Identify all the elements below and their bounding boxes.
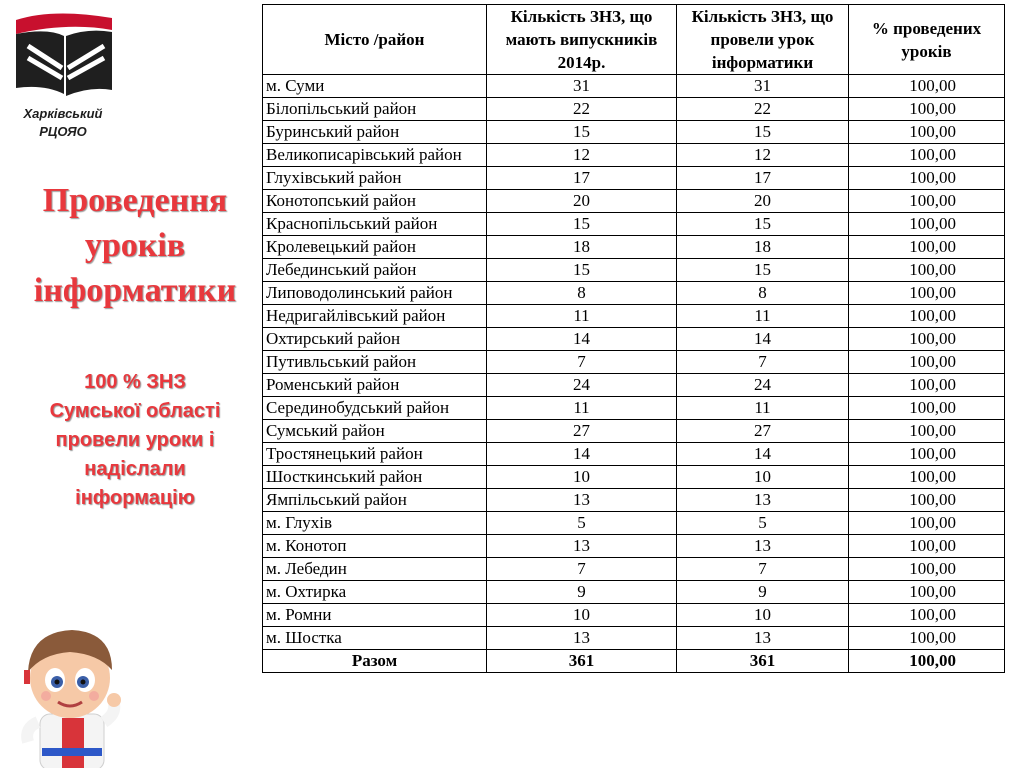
cell-schools-held-lesson: 17 bbox=[677, 167, 849, 190]
table-row bbox=[263, 466, 1005, 489]
cell-schools-with-graduates: 31 bbox=[487, 75, 677, 98]
cell-schools-with-graduates: 22 bbox=[487, 98, 677, 121]
cell-schools-with-graduates: 15 bbox=[487, 121, 677, 144]
table-row bbox=[263, 259, 1005, 282]
cell-schools-held-lesson: 20 bbox=[677, 190, 849, 213]
cell-percent: 100,00 bbox=[849, 236, 1005, 259]
cell-district: Шосткинський район bbox=[263, 466, 487, 489]
logo-text-org: РЦОЯО bbox=[39, 124, 87, 139]
cell-percent: 100,00 bbox=[849, 167, 1005, 190]
table-row bbox=[263, 351, 1005, 374]
cell-schools-held-lesson: 31 bbox=[677, 75, 849, 98]
cell-schools-with-graduates: 15 bbox=[487, 259, 677, 282]
cell-schools-held-lesson: 27 bbox=[677, 420, 849, 443]
cell-schools-held-lesson: 7 bbox=[677, 351, 849, 374]
table-row bbox=[263, 535, 1005, 558]
cell-percent: 100,00 bbox=[849, 443, 1005, 466]
cell-schools-held-lesson: 9 bbox=[677, 581, 849, 604]
cell-schools-held-lesson: 18 bbox=[677, 236, 849, 259]
cell-percent: 100,00 bbox=[849, 581, 1005, 604]
cell-schools-with-graduates: 7 bbox=[487, 558, 677, 581]
cell-district: Буринський район bbox=[263, 121, 487, 144]
table-row bbox=[263, 121, 1005, 144]
table-row bbox=[263, 443, 1005, 466]
cell-schools-with-graduates: 27 bbox=[487, 420, 677, 443]
table-row bbox=[263, 144, 1005, 167]
title-line: уроків bbox=[84, 227, 186, 264]
cell-schools-with-graduates: 24 bbox=[487, 374, 677, 397]
table-row bbox=[263, 190, 1005, 213]
cell-schools-held-lesson: 7 bbox=[677, 558, 849, 581]
cell-schools-with-graduates: 8 bbox=[487, 282, 677, 305]
cell-percent: 100,00 bbox=[849, 98, 1005, 121]
table-total-row bbox=[263, 650, 1005, 673]
cell-schools-with-graduates: 14 bbox=[487, 443, 677, 466]
cell-schools-with-graduates: 10 bbox=[487, 604, 677, 627]
cell-schools-with-graduates: 13 bbox=[487, 535, 677, 558]
cell-percent: 100,00 bbox=[849, 121, 1005, 144]
table-row bbox=[263, 282, 1005, 305]
note-line: Сумської області bbox=[49, 400, 221, 422]
total-percent: 100,00 bbox=[849, 650, 1005, 673]
cell-percent: 100,00 bbox=[849, 282, 1005, 305]
cell-percent: 100,00 bbox=[849, 558, 1005, 581]
table-row bbox=[263, 374, 1005, 397]
cell-schools-held-lesson: 14 bbox=[677, 443, 849, 466]
cell-schools-with-graduates: 14 bbox=[487, 328, 677, 351]
cell-district: Охтирський район bbox=[263, 328, 487, 351]
title-line: інформатики bbox=[33, 272, 237, 309]
cell-schools-held-lesson: 15 bbox=[677, 259, 849, 282]
cell-schools-held-lesson: 22 bbox=[677, 98, 849, 121]
cell-schools-held-lesson: 13 bbox=[677, 627, 849, 650]
cell-district: м. Ромни bbox=[263, 604, 487, 627]
cell-schools-with-graduates: 9 bbox=[487, 581, 677, 604]
cell-district: Сумський район bbox=[263, 420, 487, 443]
cell-percent: 100,00 bbox=[849, 374, 1005, 397]
cell-schools-with-graduates: 5 bbox=[487, 512, 677, 535]
cell-schools-with-graduates: 20 bbox=[487, 190, 677, 213]
cell-percent: 100,00 bbox=[849, 627, 1005, 650]
cell-schools-held-lesson: 15 bbox=[677, 121, 849, 144]
cell-district: Білопільський район bbox=[263, 98, 487, 121]
cell-percent: 100,00 bbox=[849, 512, 1005, 535]
cell-schools-held-lesson: 15 bbox=[677, 213, 849, 236]
cell-schools-with-graduates: 11 bbox=[487, 397, 677, 420]
cell-percent: 100,00 bbox=[849, 397, 1005, 420]
table-row bbox=[263, 213, 1005, 236]
cell-percent: 100,00 bbox=[849, 489, 1005, 512]
table-row bbox=[263, 98, 1005, 121]
cell-district: м. Охтирка bbox=[263, 581, 487, 604]
total-label: Разом bbox=[263, 650, 487, 673]
cell-percent: 100,00 bbox=[849, 259, 1005, 282]
cell-schools-with-graduates: 15 bbox=[487, 213, 677, 236]
table-row bbox=[263, 420, 1005, 443]
cell-schools-held-lesson: 5 bbox=[677, 512, 849, 535]
table-row bbox=[263, 167, 1005, 190]
cell-percent: 100,00 bbox=[849, 466, 1005, 489]
cell-schools-with-graduates: 11 bbox=[487, 305, 677, 328]
cell-percent: 100,00 bbox=[849, 190, 1005, 213]
cell-percent: 100,00 bbox=[849, 305, 1005, 328]
cell-schools-with-graduates: 12 bbox=[487, 144, 677, 167]
table-body bbox=[263, 75, 1005, 650]
note-line: надіслали bbox=[84, 458, 186, 480]
cell-schools-with-graduates: 13 bbox=[487, 627, 677, 650]
total-schools-held-lesson: 361 bbox=[677, 650, 849, 673]
cell-schools-held-lesson: 10 bbox=[677, 466, 849, 489]
cell-district: Лебединський район bbox=[263, 259, 487, 282]
cell-district: Путивльський район bbox=[263, 351, 487, 374]
table-row bbox=[263, 558, 1005, 581]
cell-district: м. Шостка bbox=[263, 627, 487, 650]
total-schools-with-graduates: 361 bbox=[487, 650, 677, 673]
cell-schools-held-lesson: 24 bbox=[677, 374, 849, 397]
cell-district: Глухівський район bbox=[263, 167, 487, 190]
cell-schools-held-lesson: 12 bbox=[677, 144, 849, 167]
cell-district: Краснопільський район bbox=[263, 213, 487, 236]
summary-note bbox=[14, 368, 256, 513]
cell-district: Конотопський район bbox=[263, 190, 487, 213]
cell-district: Роменський район bbox=[263, 374, 487, 397]
cell-district: Тростянецький район bbox=[263, 443, 487, 466]
table-row bbox=[263, 512, 1005, 535]
cell-schools-held-lesson: 13 bbox=[677, 535, 849, 558]
table-row bbox=[263, 397, 1005, 420]
rcoyao-logo bbox=[8, 6, 118, 146]
cell-district: м. Суми bbox=[263, 75, 487, 98]
header-schools-held-lesson: Кількість ЗНЗ, що провели урок інформатики bbox=[677, 5, 849, 75]
cell-district: Ямпільський район bbox=[263, 489, 487, 512]
cell-percent: 100,00 bbox=[849, 420, 1005, 443]
cell-schools-held-lesson: 13 bbox=[677, 489, 849, 512]
table-row bbox=[263, 75, 1005, 98]
cell-district: Липоводолинський район bbox=[263, 282, 487, 305]
cell-schools-with-graduates: 7 bbox=[487, 351, 677, 374]
schools-table bbox=[262, 4, 1005, 673]
table-row bbox=[263, 604, 1005, 627]
table-row bbox=[263, 328, 1005, 351]
title-line: Проведення bbox=[42, 182, 228, 219]
table-row bbox=[263, 627, 1005, 650]
cell-district: Недригайлівський район bbox=[263, 305, 487, 328]
page-title bbox=[14, 178, 256, 313]
cell-schools-with-graduates: 18 bbox=[487, 236, 677, 259]
cell-district: Великописарівський район bbox=[263, 144, 487, 167]
mascot-image bbox=[10, 610, 132, 768]
cell-percent: 100,00 bbox=[849, 351, 1005, 374]
cell-schools-held-lesson: 10 bbox=[677, 604, 849, 627]
cell-district: м. Конотоп bbox=[263, 535, 487, 558]
cell-district: Кролевецький район bbox=[263, 236, 487, 259]
boy-mascot-icon bbox=[10, 610, 132, 768]
note-line: 100 % ЗНЗ bbox=[84, 371, 186, 393]
table-header-row bbox=[263, 5, 1005, 75]
book-logo-icon bbox=[8, 6, 118, 106]
cell-schools-with-graduates: 17 bbox=[487, 167, 677, 190]
table-row bbox=[263, 236, 1005, 259]
cell-schools-with-graduates: 13 bbox=[487, 489, 677, 512]
cell-schools-held-lesson: 14 bbox=[677, 328, 849, 351]
table-row bbox=[263, 581, 1005, 604]
cell-percent: 100,00 bbox=[849, 535, 1005, 558]
note-line: інформацію bbox=[75, 487, 195, 509]
cell-percent: 100,00 bbox=[849, 328, 1005, 351]
note-line: провели уроки і bbox=[55, 429, 215, 451]
header-district: Місто /район bbox=[263, 5, 487, 75]
cell-percent: 100,00 bbox=[849, 75, 1005, 98]
cell-schools-held-lesson: 11 bbox=[677, 397, 849, 420]
header-percent-lessons: % проведених уроків bbox=[849, 5, 1005, 75]
cell-schools-held-lesson: 8 bbox=[677, 282, 849, 305]
table-row bbox=[263, 305, 1005, 328]
cell-district: Серединобудський район bbox=[263, 397, 487, 420]
cell-district: м. Глухів bbox=[263, 512, 487, 535]
cell-percent: 100,00 bbox=[849, 213, 1005, 236]
cell-percent: 100,00 bbox=[849, 604, 1005, 627]
table-row bbox=[263, 489, 1005, 512]
logo-text-city: Харківський bbox=[23, 106, 103, 121]
cell-percent: 100,00 bbox=[849, 144, 1005, 167]
cell-schools-with-graduates: 10 bbox=[487, 466, 677, 489]
cell-schools-held-lesson: 11 bbox=[677, 305, 849, 328]
cell-district: м. Лебедин bbox=[263, 558, 487, 581]
header-schools-with-graduates: Кількість ЗНЗ, що мають випускників 2014р. bbox=[487, 5, 677, 75]
